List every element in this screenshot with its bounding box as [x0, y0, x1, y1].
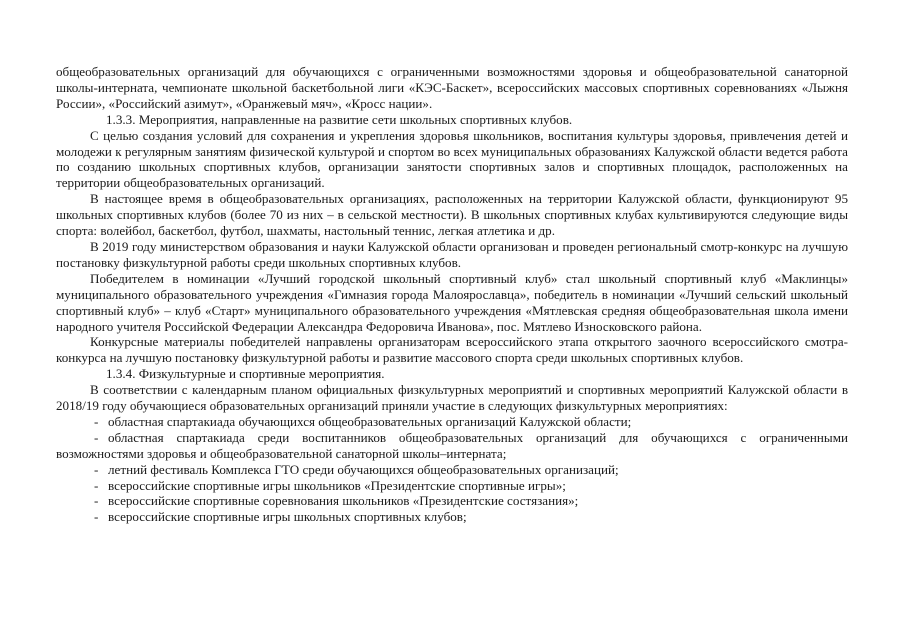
- list-item: [56, 493, 848, 509]
- bullet-dash: -: [94, 429, 99, 445]
- paragraph-school-clubs-goal: С целью создания условий для сохранения и укрепления здоровья школьников, воспитания культуры здоровья, привлечения детей и молодежи к регулярным занятиям физической культурой и спортом во всех муниципальных образованиях Калужской области ведется работа по созданию школьных спортивных клубов, организации занятости спортивных залов и спортивных площадок, расположенных на территории общеобразовательных организаций.: [56, 127, 848, 191]
- document-page: [56, 64, 848, 525]
- bullet-dash: -: [94, 413, 99, 429]
- list-item-text: всероссийские спортивные соревнования школьников «Президентские состязания»;: [108, 493, 579, 509]
- list-item: [56, 414, 848, 430]
- list-item-text: областная спартакиада обучающихся общеобразовательных организаций Калужской области;: [108, 413, 632, 429]
- bullet-dash: -: [94, 509, 99, 525]
- bullet-dash: -: [94, 477, 99, 493]
- paragraph-sports-events-continued: общеобразовательных организаций для обучающихся с ограниченными возможностями здоровья и общеобразовательной санаторной школы-интерната, чемпионате школьной баскетбольной лиги «КЭС-Баскет», всероссийских массовых спортивных соревнованиях «Лыжня России», «Российский азимут», «Оранжевый мяч», «Кросс нации».: [56, 64, 848, 111]
- list-item-text: всероссийские спортивные игры школьных спортивных клубов;: [108, 509, 467, 525]
- list-item: [56, 509, 848, 525]
- paragraph-regional-contest: В 2019 году министерством образования и науки Калужской области организован и проведен региональный смотр-конкурс на лучшую постановку физкультурной работы среди школьных спортивных клубов.: [56, 238, 848, 270]
- bullet-dash: -: [94, 493, 99, 509]
- paragraph-clubs-count: В настоящее время в общеобразовательных организациях, расположенных на территории Калужской области, функционируют 95 школьных спортивных клубов (более 70 из них – в сельской местности). В школьных спортивных клубах культивируются следующие виды спорта: волейбол, баскетбол, футбол, шахматы, настольный теннис, легкая атлетика и др.: [56, 191, 848, 239]
- events-bullet-list: [56, 414, 848, 525]
- list-item: [56, 430, 848, 462]
- list-item-text: летний фестиваль Комплекса ГТО среди обучающихся общеобразовательных организаций;: [108, 461, 619, 477]
- paragraph-calendar-plan: В соответствии с календарным планом официальных физкультурных мероприятий и спортивных мероприятий Калужской области в 2018/19 году обучающиеся образовательных организаций приняли участие в следующих физкультурных мероприятиях:: [56, 382, 848, 414]
- list-item: [56, 478, 848, 494]
- paragraph-contest-materials: Конкурсные материалы победителей направлены организаторам всероссийского этапа открытого заочного всероссийского смотра-конкурса на лучшую постановку физкультурной работы и развитие массового спорта среди школьных спортивных клубов.: [56, 334, 848, 366]
- list-item-text: областная спартакиада среди воспитанников общеобразовательных организаций для обучающихся с ограниченными возможностями здоровья и общеобразовательной санаторной школы–интерната;: [56, 429, 848, 461]
- section-heading-1-3-3: 1.3.3. Мероприятия, направленные на развитие сети школьных спортивных клубов.: [106, 111, 573, 127]
- list-item-text: всероссийские спортивные игры школьников «Президентские спортивные игры»;: [108, 477, 566, 493]
- section-heading-1-3-4: 1.3.4. Физкультурные и спортивные мероприятия.: [106, 366, 385, 382]
- paragraph-contest-winners: Победителем в номинации «Лучший городской школьный спортивный клуб» стал школьный спортивный клуб «Маклинцы» муниципального образовательного учреждения «Гимназия города Малоярославца», победитель в номинации «Лучший сельский школьный спортивный клуб» – клуб «Старт» муниципального образовательного учреждения «Мятлевская средняя общеобразовательная школа имени народного учителя Российской Федерации Александра Федоровича Иванова», пос. Мятлево Износковского района.: [56, 270, 848, 334]
- bullet-dash: -: [94, 461, 99, 477]
- list-item: [56, 462, 848, 478]
